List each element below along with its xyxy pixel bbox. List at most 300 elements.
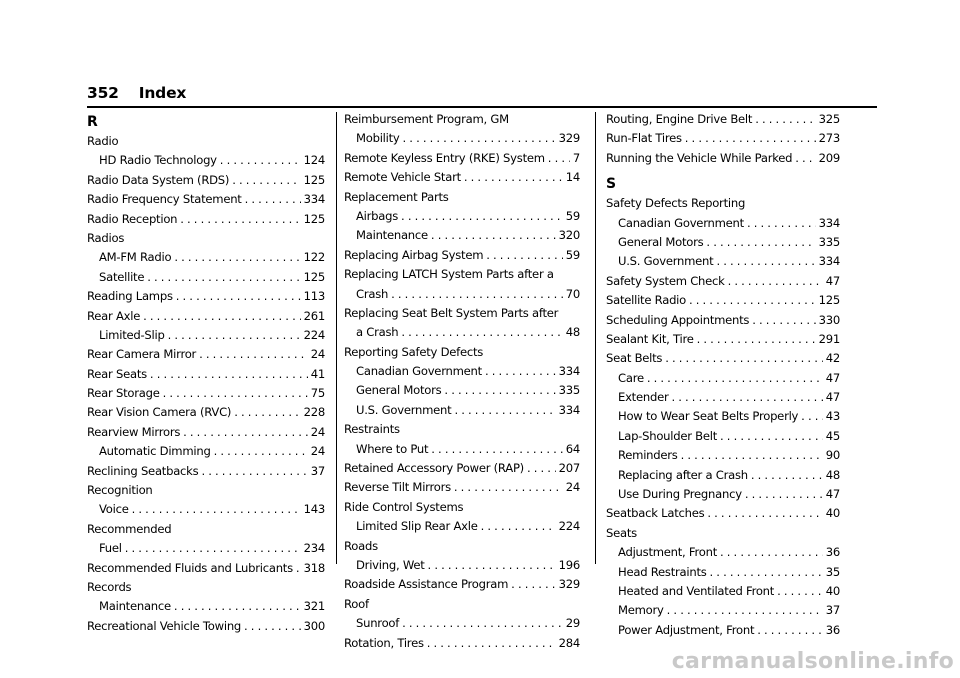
dot-leader [454, 478, 563, 497]
index-entry [606, 291, 840, 310]
dot-leader [665, 349, 823, 368]
index-subentry [606, 233, 840, 252]
entry-text: Ride Control Systems [344, 499, 464, 514]
entry-page-number: 273 [818, 131, 840, 146]
entry-text: Rear Camera Mirror [87, 347, 197, 362]
index-subentry [344, 517, 580, 536]
entry-page-number: 334 [818, 254, 840, 269]
dot-leader [747, 214, 816, 233]
index-entry [344, 575, 580, 594]
entry-page-number: 320 [558, 228, 580, 243]
entry-text: Recreational Vehicle Towing [87, 618, 242, 633]
watermark: carmanualsonline.info [671, 649, 954, 674]
entry-page-number: 321 [303, 599, 325, 614]
index-entry [87, 403, 325, 422]
dot-leader [147, 268, 300, 287]
entry-page-number: 330 [818, 312, 840, 327]
index-subentry [606, 369, 840, 388]
index-entry [87, 559, 325, 578]
entry-page-number: 318 [303, 560, 325, 575]
index-subentry [606, 252, 840, 271]
entry-page-number: 228 [303, 405, 325, 420]
entry-page-number: 24 [310, 424, 325, 439]
entry-text: Driving, Wet [356, 557, 425, 572]
entry-text: Safety System Check [606, 273, 725, 288]
entry-text: Running the Vehicle While Parked [606, 150, 793, 165]
entry-page-number: 207 [558, 461, 580, 476]
dot-leader [751, 466, 823, 485]
column-divider [595, 112, 596, 564]
entry-page-number: 329 [558, 577, 580, 592]
dot-leader [464, 168, 563, 187]
index-subentry [344, 440, 580, 459]
index-subentry [344, 226, 580, 245]
entry-text: Replacing LATCH System Parts after a [344, 267, 554, 282]
index-entry [87, 171, 325, 190]
dot-leader [697, 330, 816, 349]
entry-page-number: 113 [303, 289, 325, 304]
entry-page-number: 196 [558, 557, 580, 572]
entry-text: General Motors [618, 234, 704, 249]
entry-page-number: 125 [818, 293, 840, 308]
entry-text: U.S. Government [356, 402, 452, 417]
entry-page-number: 41 [310, 366, 325, 381]
entry-text: Adjustment, Front [618, 545, 718, 560]
entry-page-number: 75 [310, 386, 325, 401]
index-entry [344, 265, 580, 284]
entry-text: Satellite Radio [606, 293, 686, 308]
index-entry [344, 420, 580, 439]
entry-page-number: 224 [303, 327, 325, 342]
entry-page-number: 35 [825, 564, 840, 579]
dot-leader [163, 384, 308, 403]
entry-text: Limited-Slip [99, 327, 165, 342]
entry-text: Radio Data System (RDS) [87, 172, 230, 187]
entry-page-number: 325 [818, 112, 840, 126]
dot-leader [183, 423, 308, 442]
entry-text: Rear Axle [87, 308, 141, 323]
dot-leader [689, 291, 816, 310]
index-entry [344, 304, 580, 323]
dot-leader [391, 285, 563, 304]
entry-text: Automatic Dimming [99, 444, 211, 459]
index-entry [606, 311, 840, 330]
dot-leader [232, 171, 300, 190]
index-subentry [344, 207, 580, 226]
entry-text: Safety Defects Reporting [606, 196, 746, 211]
entry-page-number: 37 [825, 603, 840, 618]
entry-page-number: 24 [565, 480, 580, 495]
entry-text: Use During Pregnancy [618, 487, 742, 502]
entry-page-number: 70 [565, 286, 580, 301]
entry-text: AM-FM Radio [99, 250, 172, 265]
index-entry [344, 478, 580, 497]
index-subentry [606, 543, 840, 562]
dot-leader [176, 287, 301, 306]
entry-page-number: 334 [558, 402, 580, 417]
entry-text: Replacement Parts [344, 189, 449, 204]
index-subentry [344, 129, 580, 148]
entry-page-number: 45 [825, 428, 840, 443]
column-divider [336, 112, 337, 564]
entry-page-number: 48 [565, 325, 580, 340]
entry-page-number: 36 [825, 622, 840, 637]
dot-leader [485, 362, 556, 381]
dot-leader [444, 381, 555, 400]
page-title: Index [138, 84, 187, 102]
dot-leader [511, 575, 555, 594]
entry-text: Recommended Fluids and Lubricants [87, 560, 293, 575]
entry-page-number: 300 [303, 618, 325, 633]
index-entry [87, 462, 325, 481]
entry-page-number: 47 [825, 370, 840, 385]
index-entry [344, 246, 580, 265]
entry-page-number: 14 [565, 170, 580, 185]
index-entry [344, 188, 580, 207]
entry-text: Heated and Ventilated Front [618, 583, 775, 598]
index-subentry [606, 214, 840, 233]
entry-page-number: 329 [558, 131, 580, 146]
index-subentry [606, 407, 840, 426]
entry-text: Seatback Latches [606, 506, 705, 521]
index-subentry [344, 285, 580, 304]
entry-text: Canadian Government [356, 364, 482, 379]
entry-page-number: 334 [558, 364, 580, 379]
index-subentry [87, 248, 325, 267]
entry-page-number: 284 [558, 635, 580, 650]
entry-page-number: 335 [558, 383, 580, 398]
entry-text: Head Restraints [618, 564, 707, 579]
entry-page-number: 122 [303, 250, 325, 265]
index-column-2 [344, 110, 580, 653]
entry-page-number: 143 [303, 502, 325, 517]
index-subentry [606, 621, 840, 640]
dot-leader [234, 403, 300, 422]
entry-text: Remote Vehicle Start [344, 170, 461, 185]
dot-leader [454, 401, 555, 420]
entry-text: Scheduling Appointments [606, 312, 750, 327]
index-subentry [606, 485, 840, 504]
index-entry [344, 343, 580, 362]
index-entry [606, 349, 840, 368]
index-subentry [87, 597, 325, 616]
index-entry [87, 520, 325, 539]
entry-text: Radio Reception [87, 211, 178, 226]
index-subentry [87, 326, 325, 345]
entry-page-number: 334 [303, 192, 325, 207]
index-subentry [606, 427, 840, 446]
dot-leader [174, 597, 301, 616]
entry-page-number: 209 [818, 150, 840, 165]
entry-page-number: 36 [825, 545, 840, 560]
entry-text: Reporting Safety Defects [344, 344, 484, 359]
index-entry [606, 129, 840, 148]
index-entry [87, 578, 325, 597]
dot-leader [220, 151, 301, 170]
index-column-1 [87, 110, 325, 636]
dot-leader [174, 248, 300, 267]
entry-page-number: 47 [825, 390, 840, 405]
entry-text: Extender [618, 390, 669, 405]
dot-leader [132, 500, 301, 519]
index-subentry [344, 401, 580, 420]
index-entry [87, 617, 325, 636]
entry-text: Remote Keyless Entry (RKE) System [344, 150, 545, 165]
entry-page-number: 234 [303, 541, 325, 556]
dot-leader [745, 485, 823, 504]
index-subentry [606, 388, 840, 407]
index-subentry [606, 582, 840, 601]
index-subentry [87, 442, 325, 461]
dot-leader [681, 446, 823, 465]
index-subentry [606, 446, 840, 465]
dot-leader [548, 149, 570, 168]
index-entry [87, 481, 325, 500]
dot-leader [168, 326, 301, 345]
entry-page-number: 291 [818, 331, 840, 346]
index-entry [606, 524, 840, 543]
entry-text: Roof [344, 596, 369, 611]
index-column-3 [606, 110, 840, 640]
entry-text: Fuel [99, 541, 122, 556]
entry-text: General Motors [356, 383, 442, 398]
dot-leader [403, 129, 556, 148]
dot-leader [199, 345, 308, 364]
entry-text: Care [618, 370, 644, 385]
index-entry [87, 229, 325, 248]
header-rule [87, 106, 877, 108]
entry-text: Reading Lamps [87, 289, 173, 304]
entry-page-number: 48 [825, 467, 840, 482]
index-subentry [87, 151, 325, 170]
entry-text: Where to Put [356, 441, 429, 456]
index-subentry [344, 362, 580, 381]
page-header [87, 84, 186, 102]
entry-text: Recommended [87, 521, 172, 536]
section-letter: R [87, 114, 98, 130]
entry-text: Reminders [618, 448, 678, 463]
index-subentry [606, 563, 840, 582]
entry-text: Replacing Seat Belt System Parts after [344, 305, 559, 320]
dot-leader [728, 272, 823, 291]
entry-text: Sunroof [356, 616, 400, 631]
dot-leader [431, 226, 556, 245]
index-entry [344, 595, 580, 614]
entry-text: Replacing after a Crash [618, 467, 748, 482]
entry-page-number: 125 [303, 211, 325, 226]
dot-leader [720, 543, 823, 562]
entry-page-number: 42 [825, 351, 840, 366]
entry-text: HD Radio Technology [99, 153, 217, 168]
dot-leader [296, 559, 301, 578]
entry-text: Reimbursement Program, GM [344, 112, 509, 126]
entry-page-number: 334 [818, 215, 840, 230]
dot-leader [777, 582, 823, 601]
entry-page-number: 7 [572, 150, 580, 165]
dot-leader [527, 459, 556, 478]
entry-page-number: 59 [565, 247, 580, 262]
entry-text: Reverse Tilt Mirrors [344, 480, 451, 495]
index-subentry [87, 500, 325, 519]
dot-leader [401, 207, 563, 226]
dot-leader [244, 617, 301, 636]
entry-text: How to Wear Seat Belts Properly [618, 409, 799, 424]
dot-leader [671, 388, 822, 407]
entry-text: a Crash [356, 325, 399, 340]
entry-text: Rear Storage [87, 386, 160, 401]
entry-page-number: 224 [558, 519, 580, 534]
index-subentry [606, 601, 840, 620]
entry-text: Mobility [356, 131, 400, 146]
dot-leader [486, 246, 562, 265]
dot-leader [427, 634, 556, 653]
entry-text: Rotation, Tires [344, 635, 424, 650]
entry-text: Canadian Government [618, 215, 744, 230]
dot-leader [428, 556, 556, 575]
dot-leader [706, 233, 815, 252]
entry-page-number: 64 [565, 441, 580, 456]
entry-text: Crash [356, 286, 389, 301]
section-letter: S [606, 176, 616, 193]
entry-page-number: 24 [310, 347, 325, 362]
dot-leader [795, 149, 815, 168]
index-entry [606, 272, 840, 291]
index-subentry [87, 268, 325, 287]
entry-text: Run-Flat Tires [606, 131, 682, 146]
index-subentry [344, 323, 580, 342]
entry-text: Airbags [356, 208, 399, 223]
entry-text: Maintenance [99, 599, 171, 614]
index-entry [87, 287, 325, 306]
dot-leader [431, 440, 562, 459]
index-entry [87, 345, 325, 364]
dot-leader [143, 307, 300, 326]
dot-leader [150, 365, 308, 384]
index-entry [87, 132, 325, 151]
index-entry [87, 307, 325, 326]
index-entry [606, 149, 840, 168]
entry-page-number: 261 [303, 308, 325, 323]
entry-page-number: 124 [303, 153, 325, 168]
entry-text: Restraints [344, 422, 400, 437]
dot-leader [401, 323, 562, 342]
dot-leader [757, 621, 822, 640]
entry-page-number: 335 [818, 234, 840, 249]
dot-leader [245, 190, 301, 209]
dot-leader [752, 311, 815, 330]
index-entry [606, 330, 840, 349]
entry-text: Roads [344, 538, 378, 553]
entry-text: Rear Vision Camera (RVC) [87, 405, 232, 420]
entry-page-number: 40 [825, 506, 840, 521]
page-number: 352 [87, 84, 119, 102]
dot-leader [402, 614, 563, 633]
entry-text: Retained Accessory Power (RAP) [344, 461, 524, 476]
index-entry [344, 168, 580, 187]
entry-page-number: 43 [825, 409, 840, 424]
index-entry [87, 190, 325, 209]
entry-page-number: 59 [565, 208, 580, 223]
entry-text: Maintenance [356, 228, 428, 243]
entry-page-number: 125 [303, 172, 325, 187]
dot-leader [667, 601, 823, 620]
entry-text: Power Adjustment, Front [618, 622, 755, 637]
entry-text: Recognition [87, 483, 153, 498]
dot-leader [710, 563, 823, 582]
index-entry [606, 194, 840, 213]
entry-page-number: 37 [310, 463, 325, 478]
entry-page-number: 125 [303, 269, 325, 284]
dot-leader [201, 462, 307, 481]
index-entry [87, 384, 325, 403]
entry-page-number: 40 [825, 583, 840, 598]
entry-text: Memory [618, 603, 664, 618]
index-entry [606, 504, 840, 523]
index-entry [344, 459, 580, 478]
dot-leader [716, 252, 815, 271]
entry-page-number: 47 [825, 487, 840, 502]
entry-text: Seats [606, 525, 637, 540]
dot-leader [707, 504, 822, 523]
dot-leader [647, 369, 823, 388]
dot-leader [214, 442, 308, 461]
entry-text: Radios [87, 230, 125, 245]
entry-text: Rear Seats [87, 366, 147, 381]
entry-page-number: 47 [825, 273, 840, 288]
entry-page-number: 24 [310, 444, 325, 459]
entry-text: Radio [87, 134, 119, 148]
entry-text: Sealant Kit, Tire [606, 331, 694, 346]
entry-text: U.S. Government [618, 254, 714, 269]
entry-text: Lap-Shoulder Belt [618, 428, 718, 443]
index-subentry [606, 466, 840, 485]
entry-text: Replacing Airbag System [344, 247, 484, 262]
entry-text: Limited Slip Rear Axle [356, 519, 478, 534]
index-subentry [344, 614, 580, 633]
index-entry [344, 110, 580, 129]
dot-leader [720, 427, 823, 446]
entry-text: Satellite [99, 269, 145, 284]
dot-leader [180, 210, 300, 229]
entry-text: Radio Frequency Statement [87, 192, 242, 207]
dot-leader [801, 407, 823, 426]
index-entry [87, 423, 325, 442]
index-entry [606, 110, 840, 129]
index-entry [87, 210, 325, 229]
index-entry [344, 634, 580, 653]
index-entry [344, 537, 580, 556]
entry-text: Seat Belts [606, 351, 663, 366]
index-subentry [344, 381, 580, 400]
dot-leader [481, 517, 556, 536]
dot-leader [125, 539, 301, 558]
dot-leader [685, 129, 816, 148]
index-subentry [344, 556, 580, 575]
entry-page-number: 90 [825, 448, 840, 463]
entry-text: Roadside Assistance Program [344, 577, 509, 592]
entry-text: Voice [99, 502, 129, 517]
dot-leader [755, 110, 815, 129]
entry-text: Routing, Engine Drive Belt [606, 112, 753, 126]
entry-text: Rearview Mirrors [87, 424, 181, 439]
entry-text: Reclining Seatbacks [87, 463, 199, 478]
index-entry [87, 365, 325, 384]
entry-text: Records [87, 579, 132, 594]
index-subentry [87, 539, 325, 558]
index-entry [344, 498, 580, 517]
entry-page-number: 29 [565, 616, 580, 631]
index-entry [344, 149, 580, 168]
